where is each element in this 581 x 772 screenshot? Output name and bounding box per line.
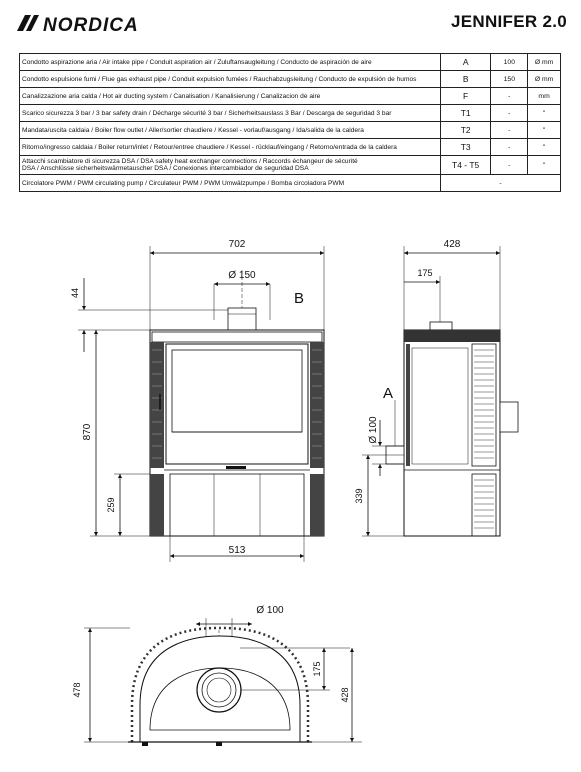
front-view (78, 246, 324, 562)
plan-view (84, 618, 362, 746)
spec-description-text: Condotto espulsione fumi / Flue gas exhaust pipe / Conduit expulsion fumées / Rauchabzugsleitung / Conducto de expulsión de humos (22, 75, 417, 83)
spec-code: T2 (440, 122, 491, 139)
spec-unit: " (528, 122, 561, 139)
model-title: JENNIFER 2.0 (450, 12, 567, 31)
spec-value: - (491, 139, 528, 156)
label-flue-b: B (293, 290, 305, 307)
dim-flue-diameter: Ø 150 (228, 270, 256, 281)
dim-base-width: 513 (228, 545, 246, 556)
dim-height: 870 (82, 423, 93, 441)
spec-unit: mm (528, 88, 561, 105)
brand-wordmark: NORDICA (43, 15, 139, 35)
spec-value: - (491, 105, 528, 122)
dim-plan-depth-outer: 478 (72, 682, 82, 698)
spec-unit: Ø mm (528, 71, 561, 88)
dim-plan-air-diameter: Ø 100 (256, 605, 284, 616)
spec-unit: " (528, 156, 561, 175)
spec-description-text: Scarico sicurezza 3 bar / 3 bar safety drain / Décharge sécurité 3 bar / Sicherheitsauslass 3 Bar / Descarga de seguridad 3 bar (22, 109, 392, 117)
dim-side-depth: 428 (443, 239, 461, 250)
dim-plan-offset: 175 (312, 661, 322, 677)
spec-code: T3 (440, 139, 491, 156)
spec-unit: Ø mm (528, 54, 561, 71)
spec-code: A (440, 54, 491, 71)
spec-code: T1 (440, 105, 491, 122)
dim-top-offset: 44 (70, 287, 80, 299)
spec-unit: " (528, 105, 561, 122)
dim-base-height: 259 (106, 497, 116, 513)
spec-value: 100 (491, 54, 528, 71)
spec-value: - (491, 122, 528, 139)
spec-code: F (440, 88, 491, 105)
dim-front-width: 702 (228, 239, 246, 250)
spec-description-text: Ritorno/ingresso caldaia / Boiler return/inlet / Retour/entree chaudiere / Kessel - rücklauf/eingang / Retorno/entrada de la caldera (22, 143, 397, 151)
dim-plan-depth: 428 (340, 687, 350, 703)
spec-description-text: Condotto aspirazione aria / Air intake pipe / Conduit aspiration air / Zuluftansaugleitung / Conducto de aspiración de aire (22, 58, 372, 66)
spec-description: Circolatore PWM / PWM circulating pump / Circulateur PWM / PWM Umwälzpumpe / Bomba circoladora PWM (20, 175, 441, 192)
label-air-a: A (382, 385, 394, 402)
dim-air-diameter: Ø 100 (368, 416, 379, 444)
spec-code: B (440, 71, 491, 88)
spec-value: - (491, 156, 528, 175)
spec-unit: " (528, 139, 561, 156)
dim-air-height: 339 (354, 488, 364, 504)
spec-description-text: Attacchi scambiatore di sicurezza DSA / DSA safety heat exchanger connections / Raccords échangeur de sécurité (22, 158, 358, 165)
spec-description-text: Mandata/uscita caldaia / Boiler flow outlet / Aller/sortier chaudiere / Kessel - vorlauf/ausgang / Ida/salida de la caldera (22, 126, 364, 134)
spec-code: T4 - T5 (440, 156, 491, 175)
spec-value: - (440, 175, 560, 192)
spec-value: - (491, 88, 528, 105)
spec-value: 150 (491, 71, 528, 88)
spec-description-text: Canalizzazione aria calda / Hot air ducting system / Canalisation / Kanalisierung / Canalizacion de aire (22, 92, 321, 100)
dim-side-flue-offset: 175 (417, 268, 433, 278)
spec-description-text-line2: DSA / Anschlüsse sicherheitswärmetauscher DSA / Conexiones intercambiador de seguridad DSA (22, 165, 309, 172)
